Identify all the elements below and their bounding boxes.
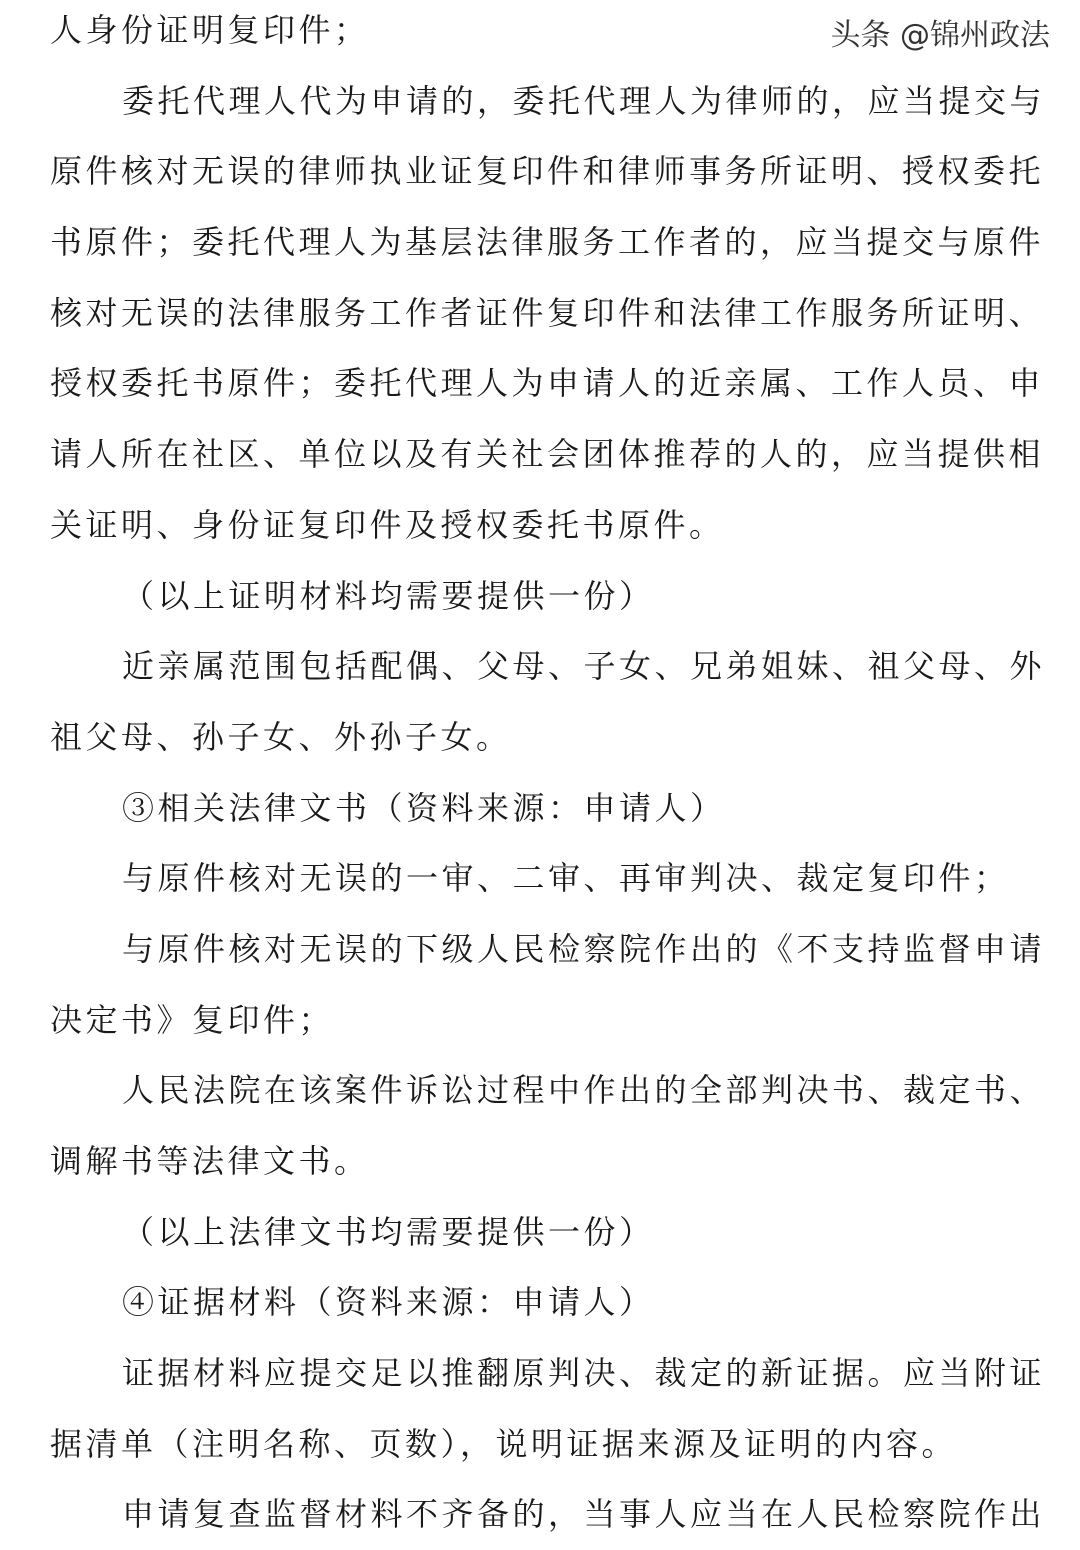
text-line: （以上证明材料均需要提供一份） — [122, 576, 655, 615]
text-line: 决定书》复印件； — [50, 1000, 335, 1039]
text-line: 申请复查监督材料不齐备的，当事人应当在人民检察院作出 — [122, 1495, 1046, 1534]
text-line: 授权委托书原件；委托代理人为申请人的近亲属、工作人员、申 — [50, 364, 1045, 403]
text-line: 祖父母、孙子女、外孙子女。 — [50, 717, 512, 756]
document-body — [50, 0, 1050, 1550]
text-line: 调解书等法律文书。 — [50, 1142, 370, 1180]
text-line: ④证据材料（资料来源：申请人） — [122, 1283, 655, 1322]
text-line: 核对无误的法律服务工作者证件复印件和法律工作服务所证明、 — [50, 293, 1045, 332]
text-line: 人身份证明复印件； — [50, 11, 370, 49]
text-line: 原件核对无误的律师执业证复印件和律师事务所证明、授权委托 — [50, 152, 1045, 191]
watermark: 头条 @锦州政法 — [830, 18, 1050, 53]
text-line: 近亲属范围包括配偶、父母、子女、兄弟姐妹、祖父母、外 — [122, 647, 1046, 686]
text-line: 据清单（注明名称、页数），说明证据来源及证明的内容。 — [50, 1424, 958, 1463]
text-line: 关证明、身份证复印件及授权委托书原件。 — [50, 505, 725, 544]
text-line: 书原件；委托代理人为基层法律服务工作者的，应当提交与原件 — [50, 223, 1045, 262]
text-line: ③相关法律文书（资料来源：申请人） — [122, 788, 726, 827]
text-line: （以上法律文书均需要提供一份） — [122, 1212, 655, 1251]
text-line: 与原件核对无误的下级人民检察院作出的《不支持监督申请 — [122, 929, 1046, 968]
text-line: 与原件核对无误的一审、二审、再审判决、裁定复印件； — [122, 859, 1010, 898]
text-line: 请人所在社区、单位以及有关社会团体推荐的人的，应当提供相 — [50, 435, 1045, 474]
text-line: 委托代理人代为申请的，委托代理人为律师的，应当提交与 — [122, 81, 1046, 120]
text-line: 人民法院在该案件诉讼过程中作出的全部判决书、裁定书、 — [122, 1071, 1046, 1110]
text-line: 证据材料应提交足以推翻原判决、裁定的新证据。应当附证 — [122, 1354, 1046, 1393]
